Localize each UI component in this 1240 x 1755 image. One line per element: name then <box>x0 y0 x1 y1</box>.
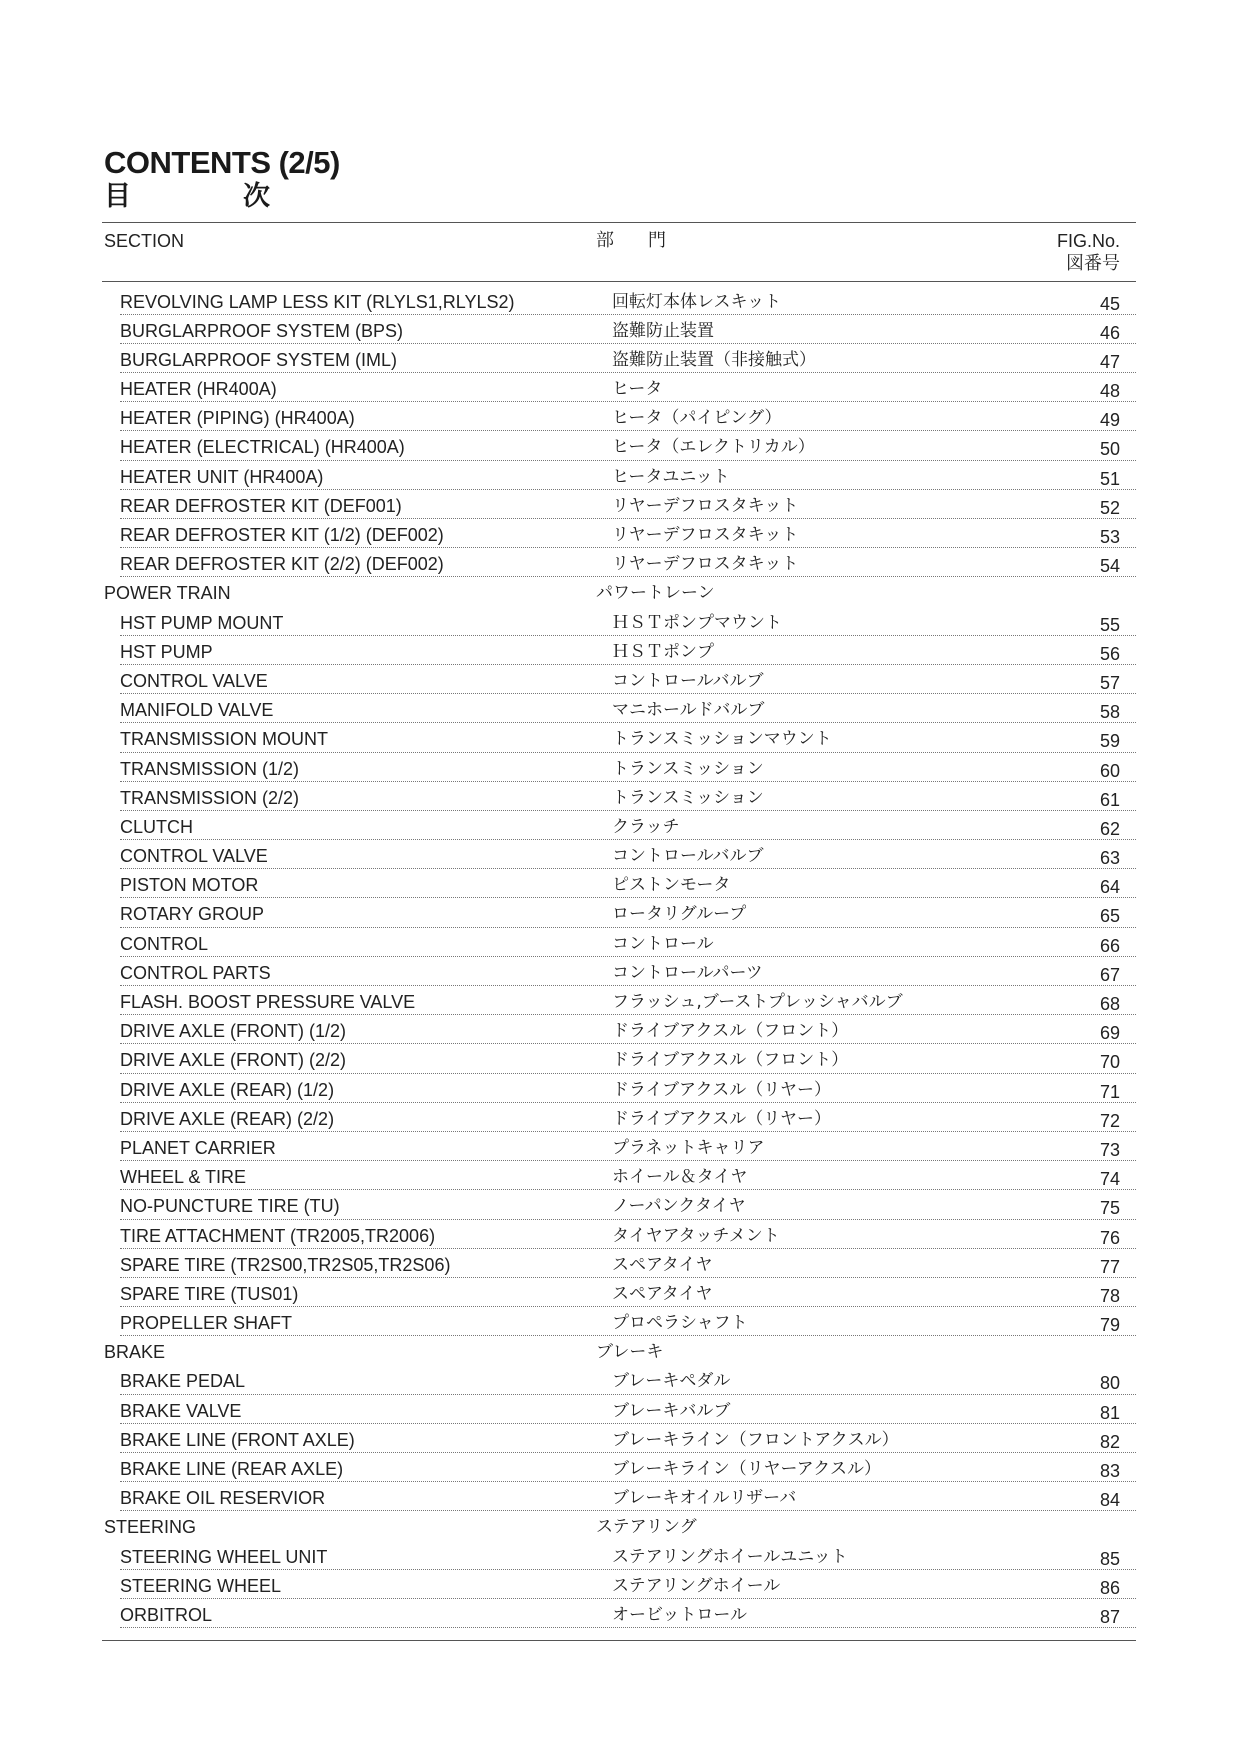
column-header-fig-no <box>1057 230 1120 274</box>
item-name-english: TRANSMISSION (2/2) <box>120 787 300 808</box>
item-name-japanese: ロータリグループ <box>612 904 747 925</box>
item-name-english: CLUTCH <box>120 816 194 837</box>
item-name-english: BRAKE PEDAL <box>120 1371 246 1392</box>
item-name-english: CONTROL <box>120 933 209 954</box>
contents-row <box>102 1075 1136 1104</box>
dotted-leader <box>120 1131 1136 1132</box>
item-name-japanese: タイヤアタッチメント <box>612 1225 780 1246</box>
item-name-english: DRIVE AXLE (REAR) (1/2) <box>120 1079 335 1100</box>
fig-number: 55 <box>1099 614 1120 635</box>
contents-row <box>102 1045 1136 1074</box>
fig-number: 75 <box>1099 1198 1120 1219</box>
contents-row <box>102 608 1136 637</box>
section-heading-row <box>102 1337 1136 1366</box>
item-name-japanese: ヒータ（エレクトリカル） <box>612 437 815 458</box>
dotted-leader <box>120 1102 1136 1103</box>
item-name-japanese: スペアタイヤ <box>612 1254 713 1275</box>
fig-number: 51 <box>1099 468 1120 489</box>
dotted-leader <box>120 1569 1136 1570</box>
section-heading-row <box>102 578 1136 607</box>
fig-number: 68 <box>1099 994 1120 1014</box>
dotted-leader <box>120 1335 1136 1336</box>
dotted-leader <box>120 1598 1136 1599</box>
item-name-japanese: ブレーキライン（リヤーアクスル） <box>612 1459 881 1479</box>
page-title-japanese <box>104 181 270 212</box>
item-name-english: CONTROL VALVE <box>120 670 268 691</box>
contents-table <box>102 287 1136 1630</box>
dotted-leader <box>120 897 1136 898</box>
section-heading-japanese: ステアリング <box>596 1517 697 1538</box>
fig-number: 78 <box>1099 1285 1120 1306</box>
item-name-english: HEATER UNIT (HR400A) <box>120 466 324 487</box>
dotted-leader <box>120 547 1136 548</box>
item-name-japanese: ドライブアクスル（リヤー） <box>612 1079 831 1100</box>
contents-row <box>102 1542 1136 1571</box>
dotted-leader <box>120 927 1136 928</box>
item-name-japanese: ヒータユニット <box>612 466 730 487</box>
dotted-leader <box>120 460 1136 461</box>
item-name-english: BURGLARPROOF SYSTEM (BPS) <box>120 320 404 341</box>
item-name-japanese: 回転灯本体レスキット <box>612 291 782 312</box>
contents-row <box>102 695 1136 724</box>
contents-row <box>102 1571 1136 1600</box>
dotted-leader <box>120 722 1136 723</box>
item-name-english: DRIVE AXLE (FRONT) (1/2) <box>120 1021 347 1042</box>
dotted-leader <box>120 1277 1136 1278</box>
item-name-english: REAR DEFROSTER KIT (DEF001) <box>120 495 402 516</box>
dotted-leader <box>120 343 1136 344</box>
dotted-leader <box>120 1510 1136 1511</box>
item-name-english: SPARE TIRE (TR2S00,TR2S05,TR2S06) <box>120 1254 451 1275</box>
bottom-rule <box>102 1640 1136 1641</box>
item-name-japanese: オービットロール <box>612 1604 747 1625</box>
contents-row <box>102 491 1136 520</box>
item-name-japanese: フラッシュ,ブーストプレッシャバルブ <box>612 992 903 1012</box>
item-name-english: HEATER (ELECTRICAL) (HR400A) <box>120 437 405 458</box>
bumon-second-char: 門 <box>648 230 666 251</box>
item-name-japanese: ＨＳＴポンプ <box>612 641 714 662</box>
item-name-japanese: トランスミッション <box>612 787 764 808</box>
page-title: CONTENTS (2/5) <box>104 145 340 180</box>
fig-number: 58 <box>1099 702 1120 723</box>
contents-row <box>102 1279 1136 1308</box>
dotted-leader <box>120 314 1136 315</box>
contents-row <box>102 520 1136 549</box>
contents-row <box>102 929 1136 958</box>
fig-number: 50 <box>1099 439 1120 460</box>
top-rule <box>102 222 1136 223</box>
dotted-leader <box>120 1014 1136 1015</box>
column-header-bumon <box>596 230 666 252</box>
item-name-english: BRAKE OIL RESERVIOR <box>120 1488 326 1509</box>
fig-no-label: FIG.No. <box>1056 231 1120 251</box>
item-name-english: BRAKE LINE (FRONT AXLE) <box>120 1429 355 1450</box>
contents-row <box>102 1396 1136 1425</box>
contents-row <box>102 462 1136 491</box>
dotted-leader <box>120 635 1136 636</box>
item-name-english: HST PUMP <box>120 641 213 662</box>
fig-number: 67 <box>1099 964 1120 985</box>
dotted-leader <box>120 1073 1136 1074</box>
dotted-leader <box>120 1452 1136 1453</box>
item-name-japanese: リヤーデフロスタキット <box>612 525 799 545</box>
fig-number: 76 <box>1099 1227 1120 1248</box>
fig-number: 57 <box>1099 672 1120 693</box>
contents-row <box>102 637 1136 666</box>
item-name-english: PLANET CARRIER <box>120 1137 276 1158</box>
fig-number: 45 <box>1099 293 1120 314</box>
item-name-english: WHEEL & TIRE <box>120 1167 247 1188</box>
fig-number: 65 <box>1099 906 1120 927</box>
item-name-english: MANIFOLD VALVE <box>120 700 274 721</box>
fig-number: 72 <box>1099 1110 1120 1131</box>
item-name-english: ROTARY GROUP <box>120 904 265 925</box>
item-name-japanese: クラッチ <box>612 816 680 837</box>
item-name-english: BRAKE LINE (REAR AXLE) <box>120 1459 344 1479</box>
item-name-english: CONTROL PARTS <box>120 962 271 983</box>
dotted-leader <box>120 430 1136 431</box>
item-name-japanese: ブレーキペダル <box>612 1371 731 1392</box>
dotted-leader <box>120 956 1136 957</box>
dotted-leader <box>120 372 1136 373</box>
dotted-leader <box>120 664 1136 665</box>
item-name-japanese: ＨＳＴポンプマウント <box>612 612 782 633</box>
fig-number: 69 <box>1099 1023 1120 1044</box>
contents-row <box>102 783 1136 812</box>
fig-number: 62 <box>1099 818 1120 839</box>
dotted-leader <box>120 752 1136 753</box>
item-name-japanese: ホイール＆タイヤ <box>612 1167 748 1188</box>
bumon-first-char: 部 <box>596 230 614 251</box>
fig-number: 48 <box>1099 381 1120 402</box>
contents-row <box>102 345 1136 374</box>
dotted-leader <box>120 1423 1136 1424</box>
item-name-english: PISTON MOTOR <box>120 875 259 896</box>
item-name-english: ORBITROL <box>120 1604 213 1625</box>
dotted-leader <box>120 839 1136 840</box>
contents-row <box>102 1221 1136 1250</box>
contents-row <box>102 1191 1136 1220</box>
contents-row <box>102 899 1136 928</box>
item-name-japanese: スペアタイヤ <box>612 1283 713 1304</box>
contents-row <box>102 1483 1136 1512</box>
title-ja-second-char: 次 <box>243 181 270 212</box>
contents-row <box>102 812 1136 841</box>
fig-number: 64 <box>1099 877 1120 898</box>
item-name-japanese: ブレーキオイルリザーバ <box>612 1488 797 1509</box>
item-name-english: BRAKE VALVE <box>120 1400 242 1421</box>
fig-number: 59 <box>1099 731 1120 752</box>
contents-row <box>102 1104 1136 1133</box>
dotted-leader <box>120 401 1136 402</box>
item-name-japanese: ヒータ <box>612 379 663 400</box>
contents-row <box>102 1600 1136 1629</box>
fig-number: 80 <box>1099 1373 1120 1394</box>
contents-row <box>102 374 1136 403</box>
item-name-english: HEATER (PIPING) (HR400A) <box>120 408 355 429</box>
item-name-japanese: ドライブアクスル（フロント） <box>612 1021 849 1042</box>
section-heading-english: POWER TRAIN <box>104 583 231 604</box>
item-name-english: REVOLVING LAMP LESS KIT (RLYLS1,RLYLS2) <box>120 291 515 312</box>
dotted-leader <box>120 1219 1136 1220</box>
title-ja-first-char: 目 <box>104 181 131 212</box>
fig-number: 53 <box>1099 527 1120 547</box>
item-name-japanese: リヤーデフロスタキット <box>612 554 799 575</box>
dotted-leader <box>120 781 1136 782</box>
fig-no-label-japanese: 図番号 <box>1066 253 1120 273</box>
item-name-japanese: ピストンモータ <box>612 875 731 896</box>
contents-row <box>102 1250 1136 1279</box>
item-name-japanese: トランスミッション <box>612 758 764 779</box>
item-name-japanese: コントロールパーツ <box>612 962 763 983</box>
item-name-japanese: 盗難防止装置（非接触式） <box>612 349 816 370</box>
dotted-leader <box>120 1394 1136 1395</box>
item-name-english: HEATER (HR400A) <box>120 379 277 400</box>
contents-row <box>102 1162 1136 1191</box>
item-name-english: NO-PUNCTURE TIRE (TU) <box>120 1196 340 1217</box>
item-name-japanese: コントロールバルブ <box>612 670 764 691</box>
item-name-english: SPARE TIRE (TUS01) <box>120 1283 299 1304</box>
dotted-leader <box>120 1189 1136 1190</box>
fig-number: 86 <box>1099 1577 1120 1598</box>
dotted-leader <box>120 1043 1136 1044</box>
contents-row <box>102 287 1136 316</box>
contents-row <box>102 1133 1136 1162</box>
fig-number: 73 <box>1099 1139 1120 1160</box>
fig-number: 54 <box>1099 556 1120 577</box>
header-rule <box>102 281 1136 282</box>
dotted-leader <box>120 985 1136 986</box>
dotted-leader <box>120 693 1136 694</box>
fig-number: 47 <box>1099 351 1120 372</box>
contents-row <box>102 958 1136 987</box>
item-name-english: FLASH. BOOST PRESSURE VALVE <box>120 992 416 1012</box>
fig-number: 82 <box>1099 1431 1120 1452</box>
contents-row <box>102 316 1136 345</box>
item-name-english: PROPELLER SHAFT <box>120 1313 293 1334</box>
item-name-english: STEERING WHEEL UNIT <box>120 1546 328 1567</box>
item-name-japanese: ブレーキライン（フロントアクスル） <box>612 1429 899 1450</box>
dotted-leader <box>120 576 1136 577</box>
item-name-english: REAR DEFROSTER KIT (1/2) (DEF002) <box>120 525 444 545</box>
fig-number: 46 <box>1099 322 1120 343</box>
item-name-english: BURGLARPROOF SYSTEM (IML) <box>120 349 398 370</box>
item-name-japanese: トランスミッションマウント <box>612 729 832 750</box>
fig-number: 83 <box>1099 1461 1120 1481</box>
item-name-japanese: ノーパンクタイヤ <box>612 1196 746 1217</box>
fig-number: 66 <box>1099 935 1120 956</box>
item-name-japanese: ドライブアクスル（リヤー） <box>612 1108 831 1129</box>
item-name-japanese: マニホールドバルブ <box>612 700 765 721</box>
item-name-english: REAR DEFROSTER KIT (2/2) (DEF002) <box>120 554 444 575</box>
fig-number: 52 <box>1099 497 1120 518</box>
fig-number: 60 <box>1099 760 1120 781</box>
section-heading-japanese: パワートレーン <box>596 583 715 604</box>
item-name-japanese: リヤーデフロスタキット <box>612 495 799 516</box>
dotted-leader <box>120 1481 1136 1482</box>
item-name-japanese: コントロール <box>612 933 714 954</box>
contents-row <box>102 432 1136 461</box>
item-name-japanese: プラネットキャリア <box>612 1137 765 1158</box>
fig-number: 77 <box>1099 1256 1120 1277</box>
fig-number: 71 <box>1099 1081 1120 1102</box>
item-name-japanese: プロペラシャフト <box>612 1313 748 1334</box>
contents-row <box>102 841 1136 870</box>
fig-number: 85 <box>1099 1548 1120 1569</box>
fig-number: 81 <box>1099 1402 1120 1423</box>
column-header-section: SECTION <box>104 231 185 251</box>
item-name-english: TRANSMISSION (1/2) <box>120 758 300 779</box>
item-name-japanese: ステアリングホイールユニット <box>612 1546 848 1567</box>
section-heading-english: BRAKE <box>104 1342 166 1363</box>
section-heading-row <box>102 1512 1136 1541</box>
dotted-leader <box>120 1248 1136 1249</box>
fig-number: 79 <box>1099 1315 1120 1336</box>
dotted-leader <box>120 868 1136 869</box>
contents-row <box>102 1366 1136 1395</box>
item-name-japanese: ヒータ（パイピング） <box>612 408 782 429</box>
contents-row <box>102 724 1136 753</box>
dotted-leader <box>120 1160 1136 1161</box>
item-name-english: DRIVE AXLE (REAR) (2/2) <box>120 1108 335 1129</box>
contents-row <box>102 1425 1136 1454</box>
contents-row <box>102 1308 1136 1337</box>
contents-row <box>102 870 1136 899</box>
fig-number: 87 <box>1099 1606 1120 1627</box>
item-name-english: CONTROL VALVE <box>120 846 268 867</box>
item-name-japanese: ドライブアクスル（フロント） <box>612 1050 849 1071</box>
item-name-japanese: 盗難防止装置 <box>612 320 714 341</box>
item-name-english: STEERING WHEEL <box>120 1575 282 1596</box>
contents-row <box>102 666 1136 695</box>
contents-row <box>102 1454 1136 1483</box>
dotted-leader <box>120 1306 1136 1307</box>
contents-row <box>102 1016 1136 1045</box>
item-name-japanese: コントロールバルブ <box>612 846 764 867</box>
fig-number: 56 <box>1099 643 1120 664</box>
fig-number: 70 <box>1099 1052 1120 1073</box>
fig-number: 84 <box>1099 1490 1120 1511</box>
item-name-english: HST PUMP MOUNT <box>120 612 284 633</box>
contents-row <box>102 987 1136 1016</box>
dotted-leader <box>120 489 1136 490</box>
fig-number: 74 <box>1099 1169 1120 1190</box>
item-name-english: DRIVE AXLE (FRONT) (2/2) <box>120 1050 347 1071</box>
fig-number: 49 <box>1099 410 1120 431</box>
fig-number: 61 <box>1099 789 1120 810</box>
section-heading-japanese: ブレーキ <box>596 1342 664 1363</box>
item-name-english: TIRE ATTACHMENT (TR2005,TR2006) <box>120 1225 436 1246</box>
item-name-japanese: ブレーキバルブ <box>612 1400 731 1421</box>
contents-row <box>102 549 1136 578</box>
contents-row <box>102 403 1136 432</box>
item-name-japanese: ステアリングホイール <box>612 1575 781 1596</box>
item-name-english: TRANSMISSION MOUNT <box>120 729 329 750</box>
section-heading-english: STEERING <box>104 1517 197 1538</box>
contents-row <box>102 754 1136 783</box>
dotted-leader <box>120 810 1136 811</box>
dotted-leader <box>120 1627 1136 1628</box>
dotted-leader <box>120 518 1136 519</box>
fig-number: 63 <box>1099 848 1120 869</box>
